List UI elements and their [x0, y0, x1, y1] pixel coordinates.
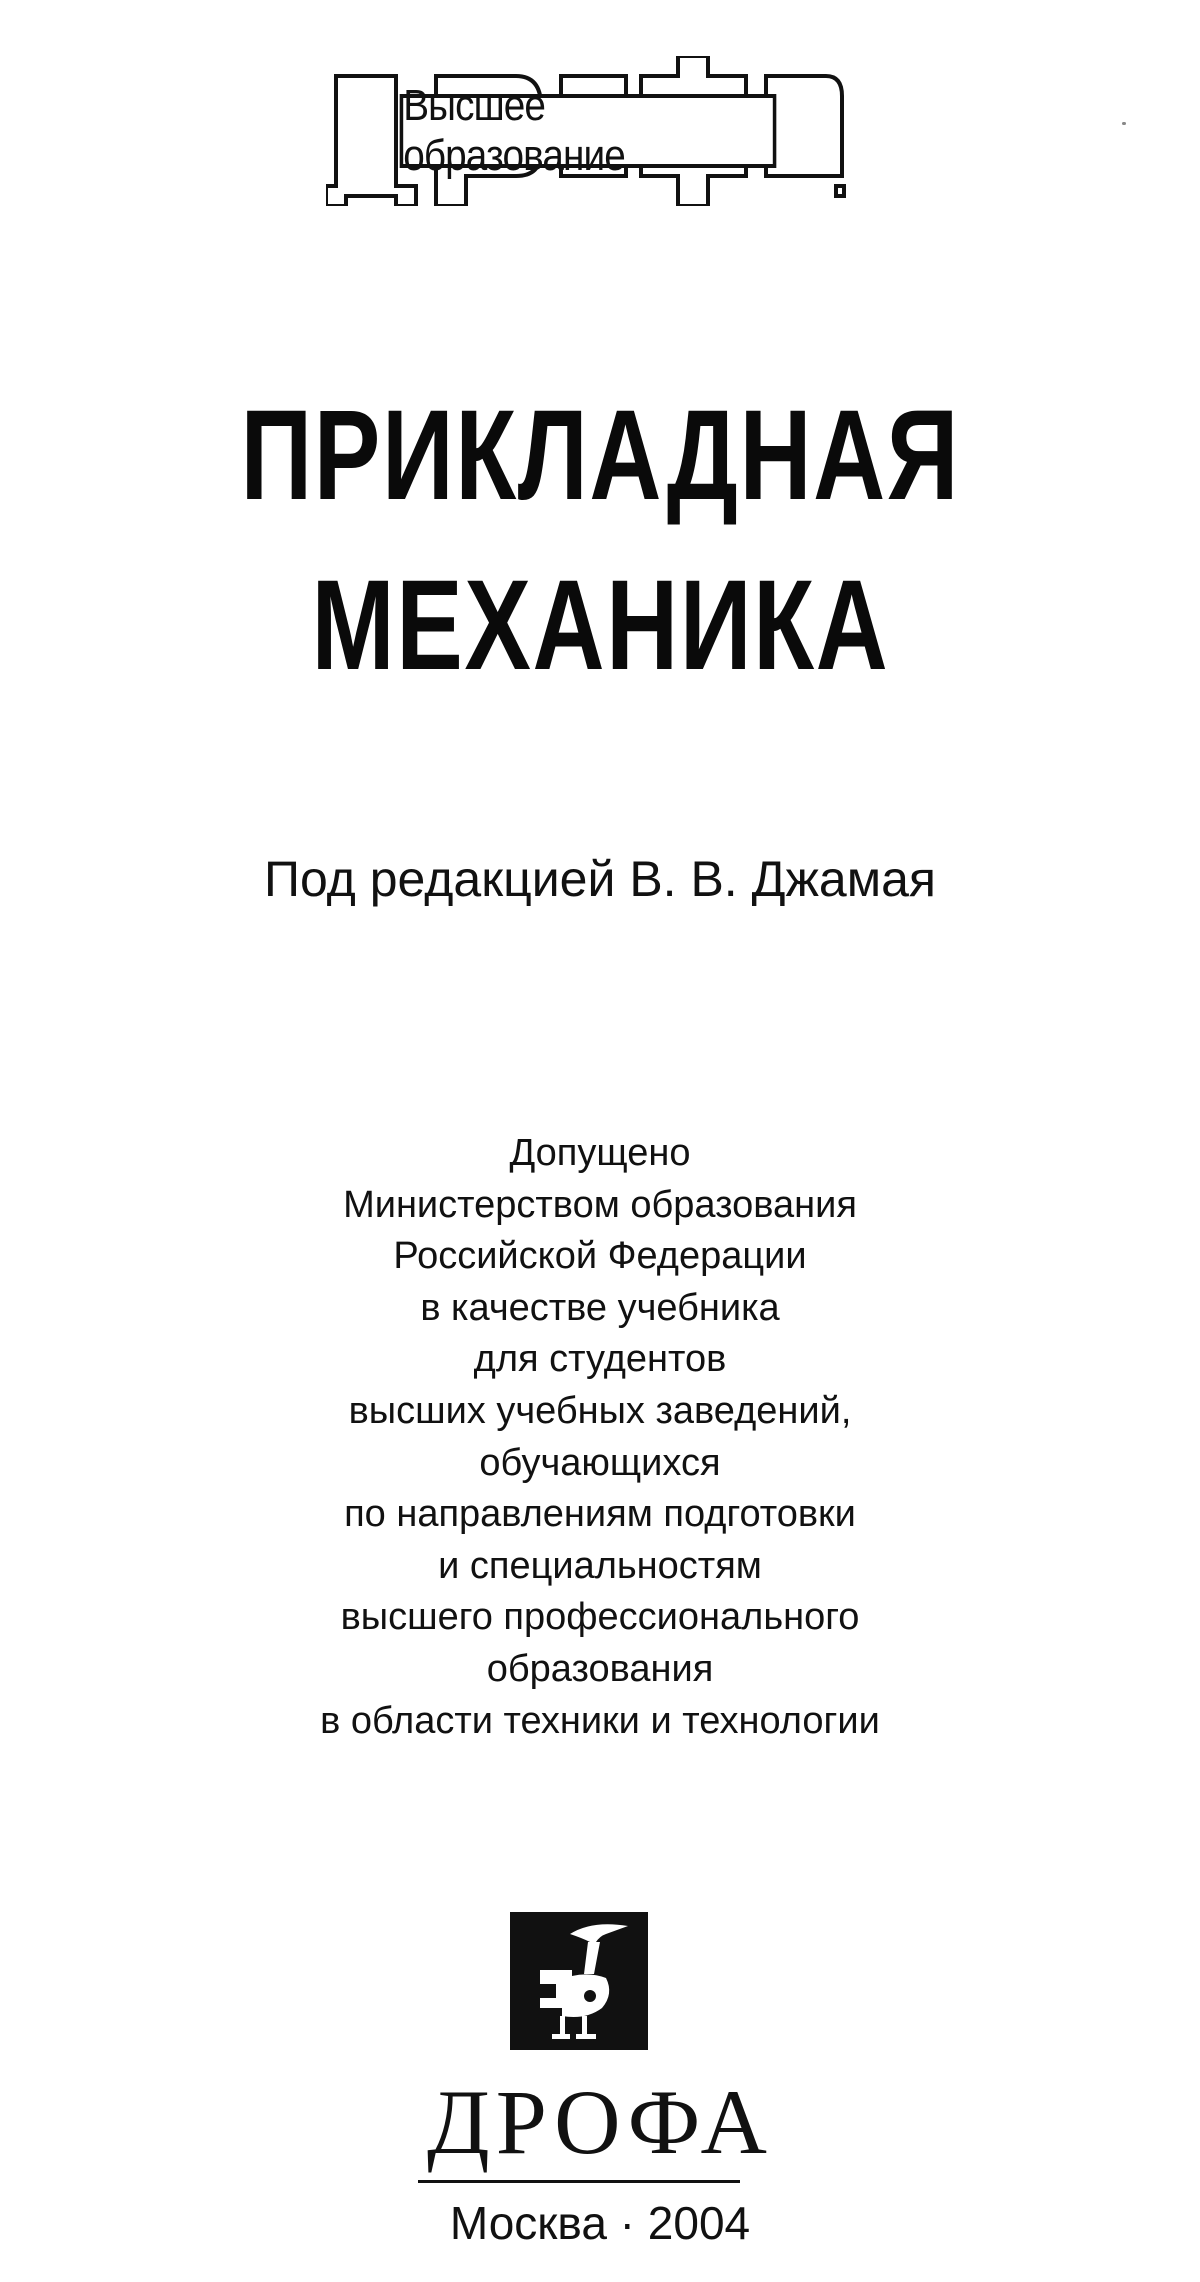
approval-line: и специальностям	[438, 1544, 762, 1587]
imprint-city-year: Москва · 2004	[449, 2197, 751, 2249]
publisher-bird-logo	[510, 1912, 648, 2050]
publisher-name: ДРОФА	[427, 2071, 773, 2173]
series-badge	[326, 56, 846, 206]
approval-line: для студентов	[473, 1338, 727, 1381]
book-title-line-1: ПРИКЛАДНАЯ	[240, 384, 960, 527]
approval-line: в качестве учебника	[420, 1286, 780, 1329]
approval-statement	[0, 1128, 1200, 1747]
approval-line: образования	[486, 1647, 714, 1690]
bird-icon	[510, 1912, 648, 2050]
approval-line: Допущено	[509, 1132, 691, 1174]
scan-speck	[1122, 122, 1126, 125]
approval-line: высшего профессионального	[340, 1596, 860, 1639]
book-title-line-2: МЕХАНИКА	[311, 554, 889, 697]
publisher-divider	[418, 2180, 740, 2183]
series-label: Высшее образование	[400, 94, 777, 168]
approval-line: обучающихся	[479, 1441, 721, 1484]
approval-line: высших учебных заведений,	[348, 1389, 852, 1432]
approval-line: Министерством образования	[343, 1183, 857, 1226]
approval-line: по направлениям подготовки	[344, 1493, 856, 1536]
approval-line: Российской Федерации	[393, 1235, 807, 1278]
editor-credit: Под редакцией В. В. Джамая	[264, 851, 936, 907]
approval-line: в области техники и технологии	[320, 1699, 880, 1742]
